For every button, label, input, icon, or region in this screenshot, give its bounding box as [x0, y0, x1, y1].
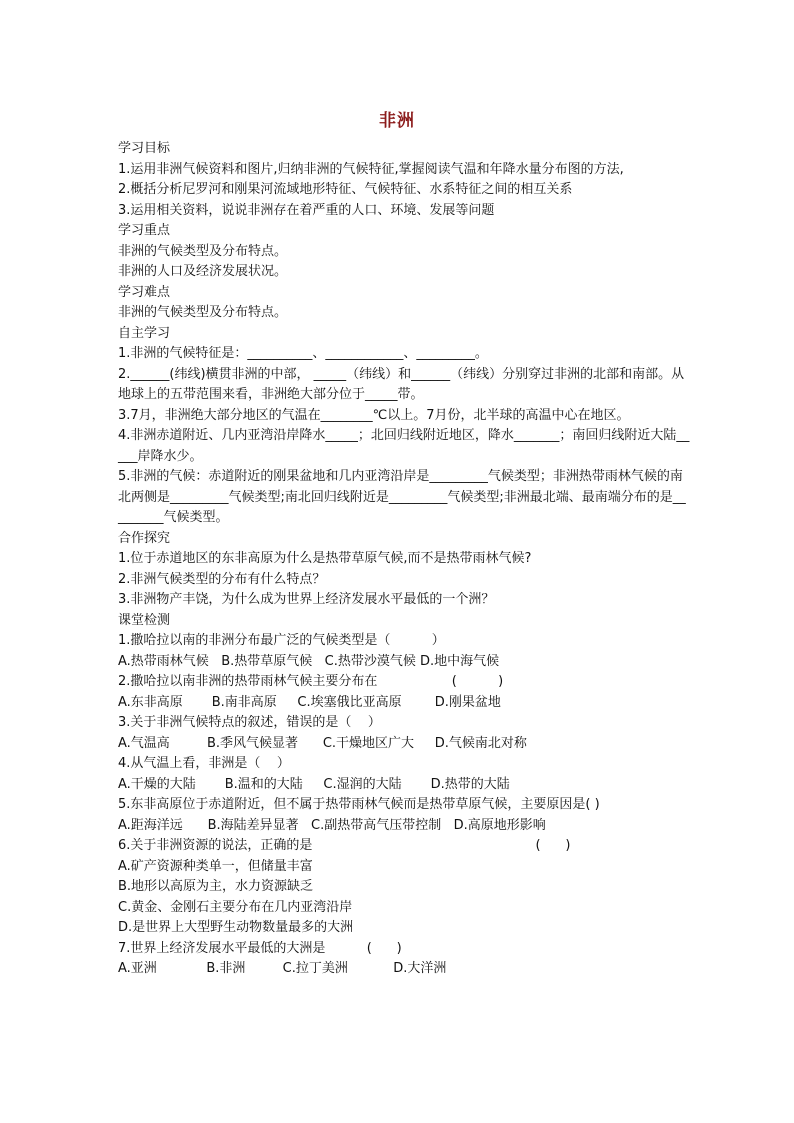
self-study-question-4: 4.非洲赤道附近、几内亚湾沿岸降水_____；北回归线附近地区，降水_______；南回归线附近大陆_____岸降水少。 — [118, 428, 690, 464]
quiz-option-6c: C.黄金、金刚石主要分布在几内亚湾沿岸 — [118, 899, 353, 915]
key-point-item: 非洲的人口及经济发展状况。 — [118, 264, 288, 279]
cooperation-question: 1.位于赤道地区的东非高原为什么是热带草原气候,而不是热带雨林气候? — [118, 551, 532, 566]
self-study-question-2: 2.______(纬线)横贯非洲的中部， _____（纬线）和______（纬线）分别穿过非洲的北部和南部。从地球上的五带范围来看，非洲绝大部分位于_____带。 — [118, 366, 685, 402]
quiz-options-5: A.距海洋远 B.海陆差异显著 C.副热带高气压带控制 D.高原地形影响 — [118, 817, 546, 833]
cooperation-question: 2.非洲气候类型的分布有什么特点？ — [118, 571, 326, 587]
section-heading-key-points: 学习重点 — [118, 223, 171, 238]
quiz-question-1: 1.撒哈拉以南的非洲分布最广泛的气候类型是（ ） — [118, 633, 445, 648]
quiz-question-6: 6.关于非洲资源的说法，正确的是 ( ) — [118, 838, 571, 853]
objective-item: 2.概括分析尼罗河和刚果河流域地形特征、气候特征、水系特征之间的相互关系 — [118, 182, 573, 197]
objective-item: 1.运用非洲气候资料和图片,归纳非洲的气候特征,掌握阅读气温和年降水量分布图的方法, — [118, 161, 624, 177]
section-heading-quiz: 课堂检测 — [118, 612, 171, 628]
quiz-question-7: 7.世界上经济发展水平最低的大洲是 ( ) — [118, 940, 402, 956]
section-heading-self-study: 自主学习 — [118, 325, 171, 341]
quiz-question-4: 4.从气温上看，非洲是（ ） — [118, 756, 290, 771]
quiz-option-6b: B.地形以高原为主，水力资源缺乏 — [118, 879, 314, 894]
quiz-options-7: A.亚洲 B.非洲 C.拉丁美洲 D.大洋洲 — [118, 961, 447, 976]
page-title: 非洲 — [379, 111, 415, 131]
quiz-options-4: A.干燥的大陆 B.温和的大陆 C.湿润的大陆 D.热带的大陆 — [118, 776, 510, 792]
self-study-question-5: 5.非洲的气候：赤道附近的刚果盆地和几内亚湾沿岸是_________气候类型；非洲热带雨林气候的南北两侧是_________气候类型;南北回归线附近是_________气候类型;非洲最北端、最南端分布的是_________气候类型。 — [118, 469, 686, 525]
objective-item: 3.运用相关资料，说说非洲存在着严重的人口、环境、发展等问题 — [118, 202, 495, 218]
self-study-question-3: 3.7月，非洲绝大部分地区的气温在________℃以上。7月份，北半球的高温中心在地区。 — [118, 407, 630, 423]
difficulty-item: 非洲的气候类型及分布特点。 — [118, 305, 288, 320]
section-heading-objectives: 学习目标 — [118, 141, 171, 156]
quiz-question-2: 2.撒哈拉以南非洲的热带雨林气候主要分布在 ( ) — [118, 674, 504, 689]
section-heading-cooperation: 合作探究 — [118, 530, 171, 546]
quiz-options-2: A.东非高原 B.南非高原 C.埃塞俄比亚高原 D.刚果盆地 — [118, 694, 501, 710]
cooperation-question: 3.非洲物产丰饶，为什么成为世界上经济发展水平最低的一个洲？ — [118, 592, 495, 607]
self-study-question-1: 1.非洲的气候特征是：__________、____________、_________。 — [118, 346, 488, 361]
quiz-option-6a: A.矿产资源种类单一，但储量丰富 — [118, 858, 313, 874]
quiz-question-3: 3.关于非洲气候特点的叙述，错误的是（ ） — [118, 715, 381, 730]
quiz-options-3: A.气温高 B.季风气候显著 C.干燥地区广大 D.气候南北对称 — [118, 735, 527, 751]
quiz-question-5: 5.东非高原位于赤道附近，但不属于热带雨林气候而是热带草原气候，主要原因是( ) — [118, 797, 600, 812]
quiz-option-6d: D.是世界上大型野生动物数量最多的大洲 — [118, 920, 354, 935]
document-body — [118, 139, 690, 980]
key-point-item: 非洲的气候类型及分布特点。 — [118, 243, 288, 259]
section-heading-difficulties: 学习难点 — [118, 284, 171, 300]
quiz-options-1: A.热带雨林气候 B.热带草原气候 C.热带沙漠气候 D.地中海气候 — [118, 653, 500, 669]
